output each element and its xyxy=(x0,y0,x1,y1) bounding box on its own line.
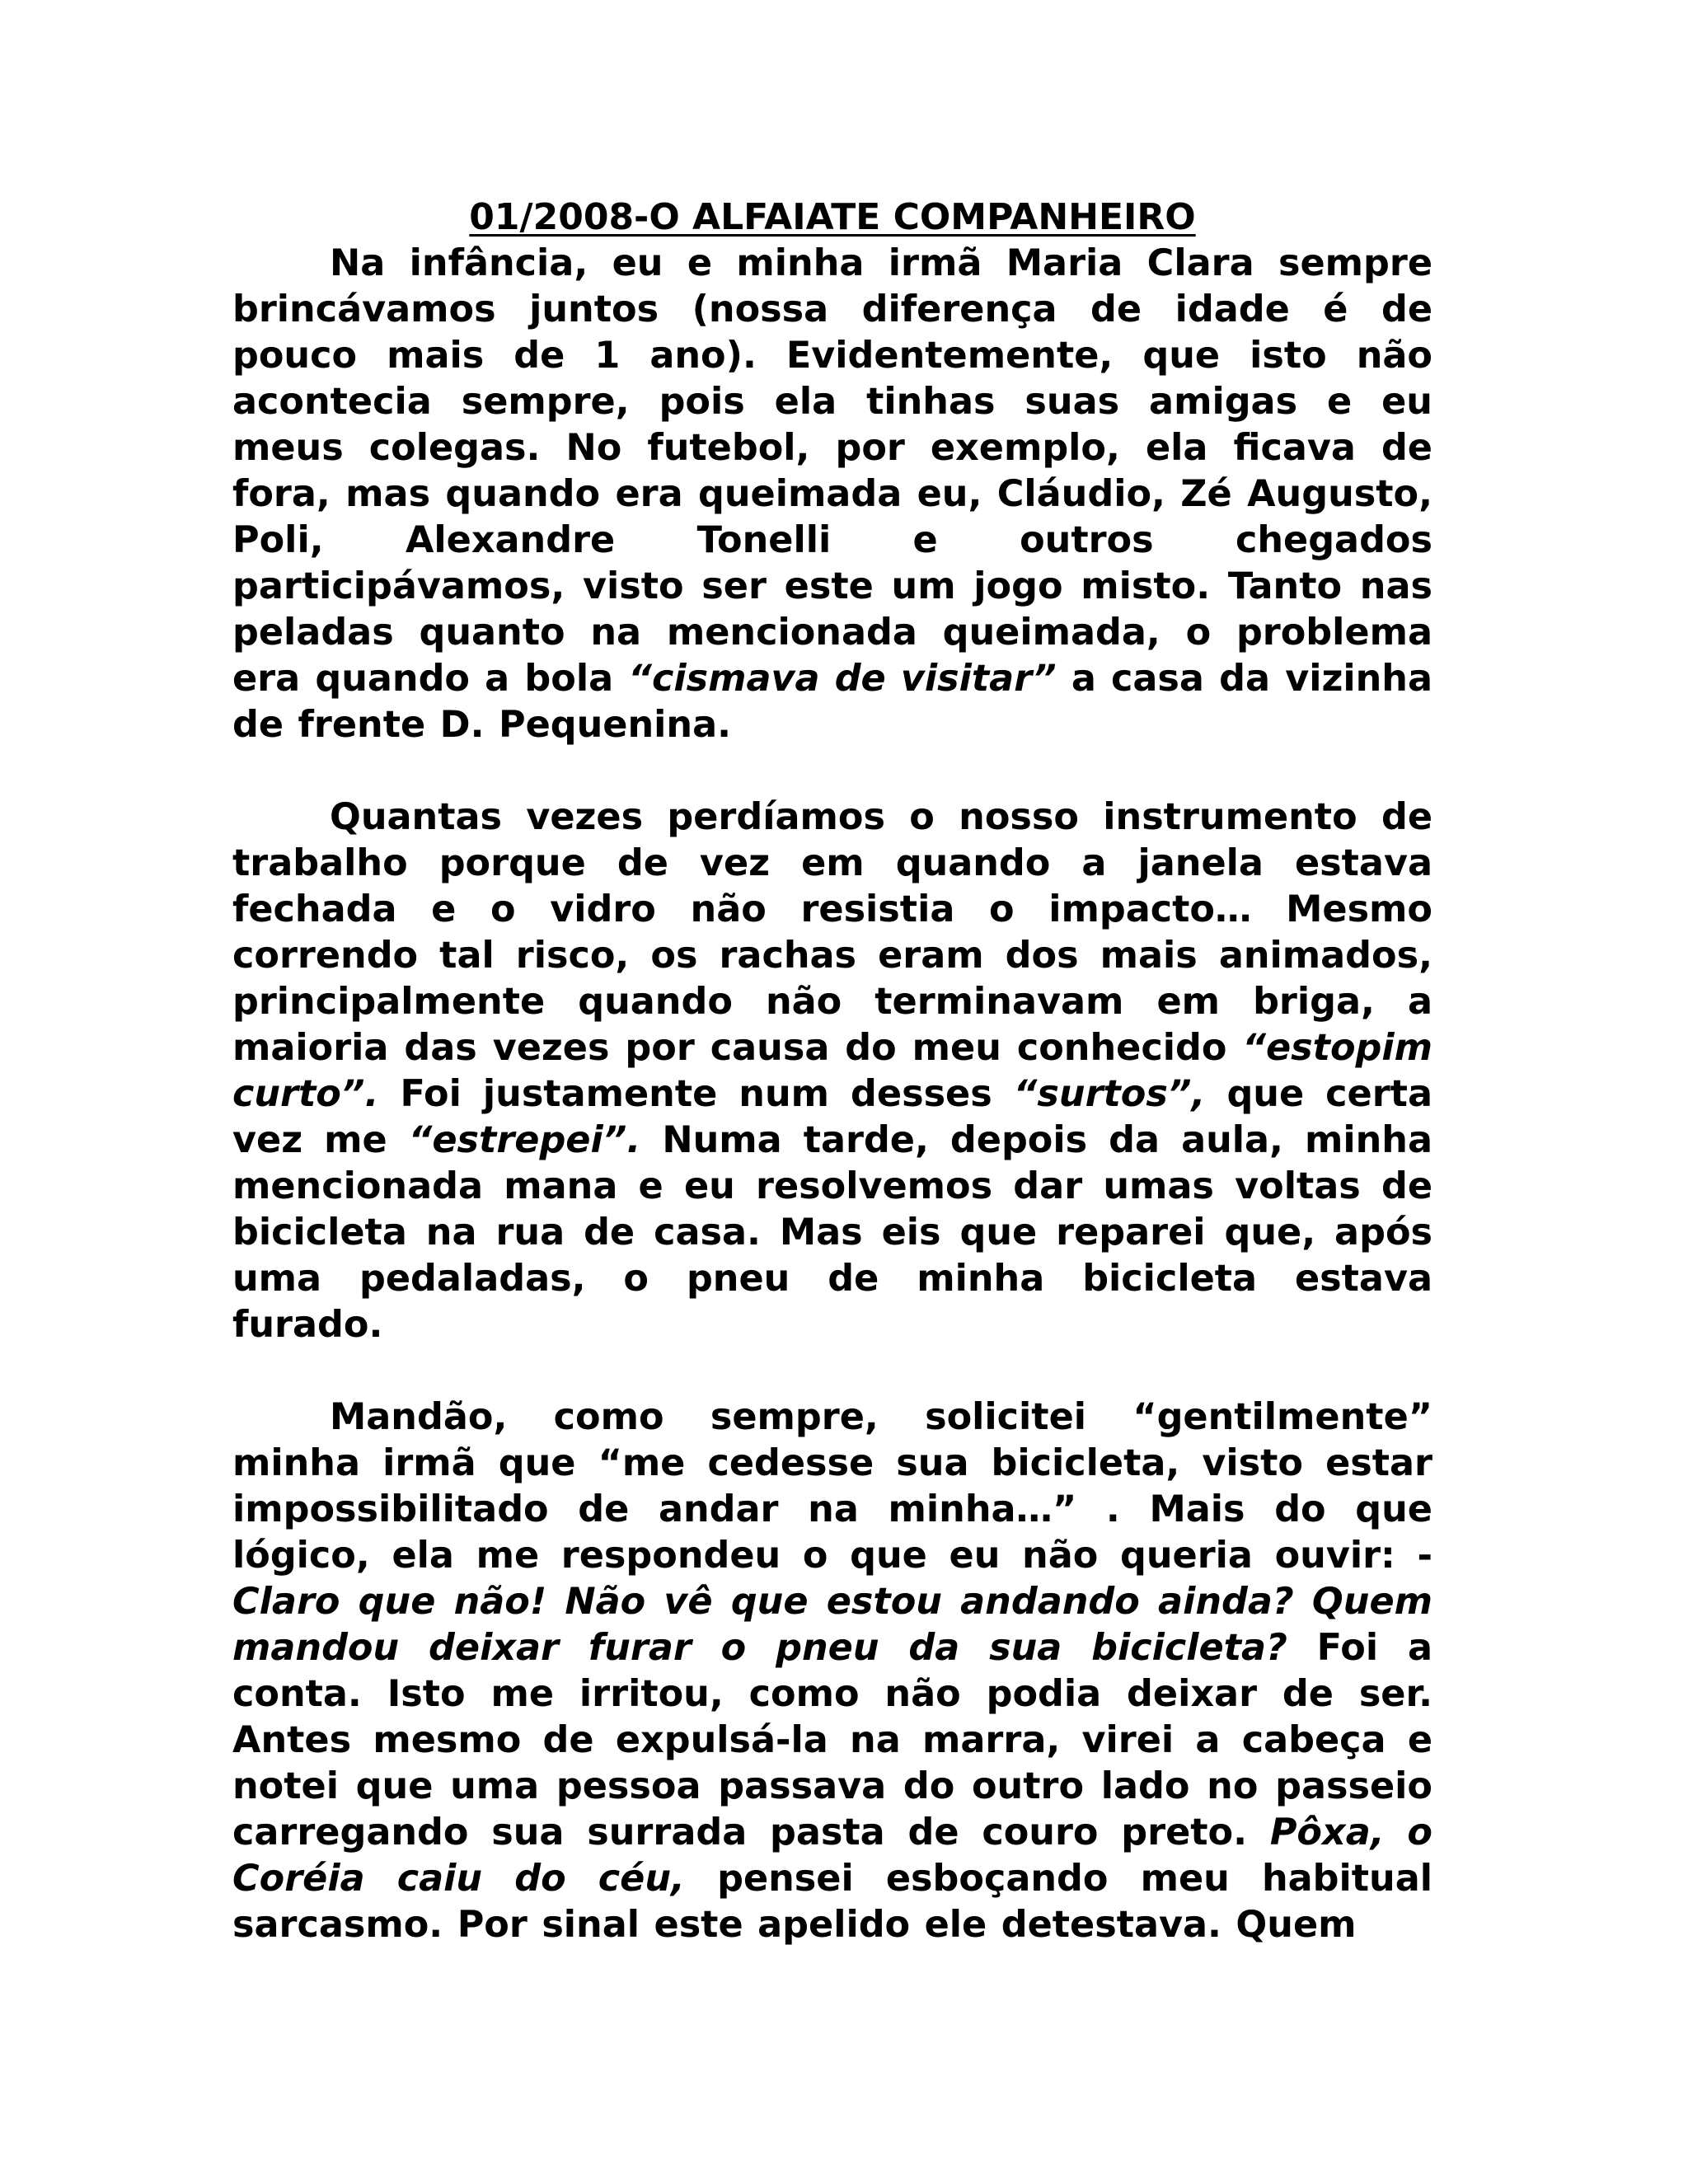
paragraph-2-italic-1: “estopim curto”. xyxy=(232,1027,1432,1115)
paragraph-1-text-2: a casa da vizinha de frente D. Pequenina. xyxy=(232,658,1432,746)
paragraph-1-italic-1: “cismava de visitar” xyxy=(628,658,1057,700)
paragraph-1 xyxy=(232,241,1432,748)
paragraph-3-text-2: Foi a conta. Isto me irritou, como não podia deixar de ser. Antes mesmo de expulsá-la na marra, virei a cabeça e notei que uma pessoa passava do outro lado no passeio carregando sua surrada pasta de couro preto. xyxy=(232,1627,1432,1854)
paragraph-3-italic-2: Pôxa, o Coréia caiu do céu, xyxy=(232,1811,1433,1900)
paragraph-3 xyxy=(232,1394,1432,1948)
paragraph-2-italic-3: “estrepei”. xyxy=(408,1119,641,1161)
paragraph-1-text-1: Na infância, eu e minha irmã Maria Clara sempre brincávamos juntos (nossa diferença de idade é de pouco mais de 1 ano). Evidentemente, que isto não acontecia sempre, pois ela tinhas suas amigas e eu meus colegas. No futebol, por exemplo, ela ficava de fora, mas quando era queimada eu, Cláudio, Zé Augusto, Poli, Alexandre Tonelli e outros chegados participávamos, visto ser este um jogo misto. Tanto nas peladas quanto na mencionada queimada, o problema era quando a bola xyxy=(232,242,1432,700)
paragraph-spacer xyxy=(232,748,1432,794)
paragraph-2-text-2: Foi justamente num desses xyxy=(378,1073,1014,1115)
paragraph-3-text-3: pensei esboçando meu habitual sarcasmo. Por sinal este apelido ele detestava. Quem xyxy=(232,1858,1433,1946)
paragraph-3-text-1: Mandão, como sempre, solicitei “gentilmente” minha irmã que “me cedesse sua bicicleta, visto estar impossibilitado de andar na minha…” . Mais do que lógico, ela me respondeu o que eu não queria ouvir: - xyxy=(232,1396,1432,1577)
paragraph-3-italic-1: Claro que não! Não vê que estou andando ainda? Quem mandou deixar furar o pneu da sua bicicleta? xyxy=(232,1581,1432,1669)
document-title: 01/2008-O ALFAIATE COMPANHEIRO xyxy=(469,196,1196,238)
paragraph-2 xyxy=(232,794,1432,1348)
paragraph-2-italic-2: “surtos”, xyxy=(1013,1073,1206,1115)
paragraph-spacer xyxy=(232,1348,1432,1394)
paragraph-2-text-1: Quantas vezes perdíamos o nosso instrumento de trabalho porque de vez em quando a janela estava fechada e o vidro não resistia o impacto… Mesmo correndo tal risco, os rachas eram dos mais animados, principalmente quando não terminavam em briga, a maioria das vezes por causa do meu conhecido xyxy=(232,796,1432,1069)
paragraph-2-text-3: que certa vez me xyxy=(232,1073,1432,1161)
paragraph-2-text-4: Numa tarde, depois da aula, minha mencionada mana e eu resolvemos dar umas voltas de bicicleta na rua de casa. Mas eis que reparei que, após uma pedaladas, o pneu de minha bicicleta estava furado. xyxy=(232,1119,1433,1346)
document-body xyxy=(232,194,1432,1948)
